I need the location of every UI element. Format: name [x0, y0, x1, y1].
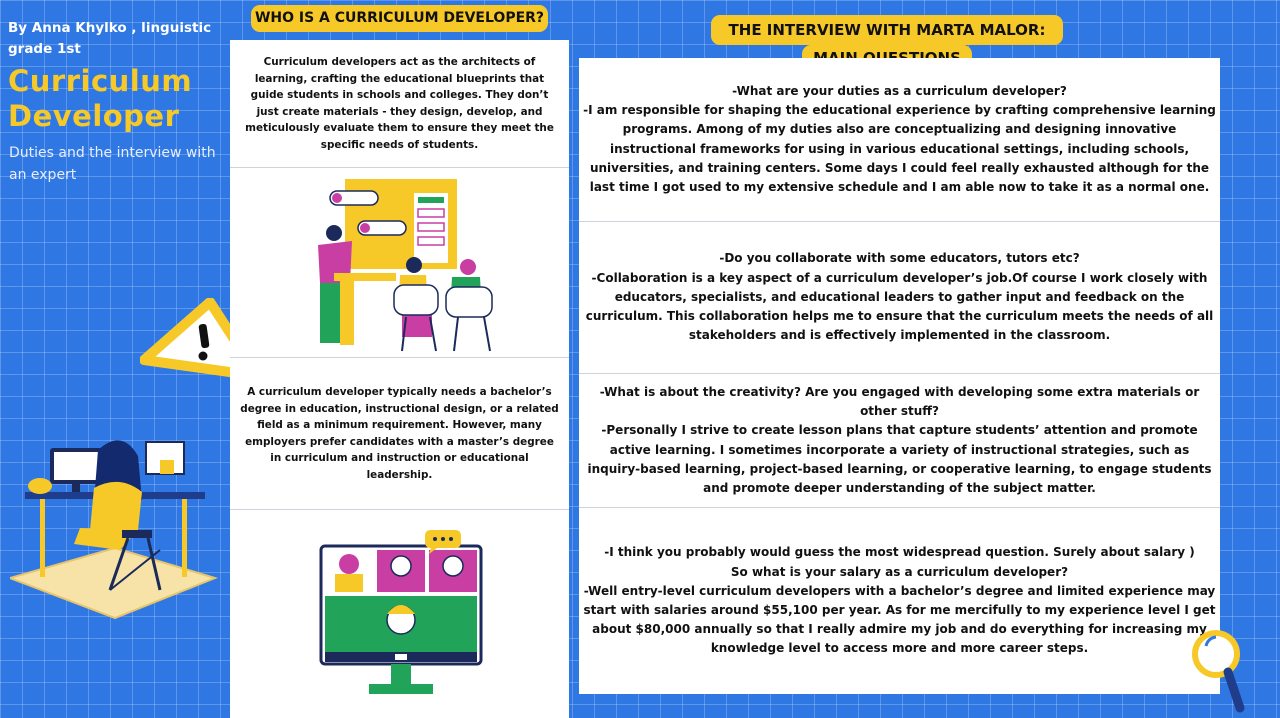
- magnifier-icon: [1190, 626, 1250, 714]
- qa-question: -What are your duties as a curriculum developer?: [732, 83, 1067, 98]
- title-line-2: Developer: [8, 99, 180, 133]
- qa-block: [579, 58, 1220, 222]
- qa-block: [579, 374, 1220, 508]
- requirements-segment: [230, 358, 569, 510]
- qa-answer: -Well entry-level curriculum developers with a bachelor’s degree and limited experience may start with salaries around $55,100 per year. As for me mercifully to my experience level I get about $80,000 annually so that I really admire my job and do everything for increasing my knowledge level to access more and more career steps.: [583, 583, 1216, 656]
- qa-question: -I think you probably would guess the most widespread question. Surely about salary ): [604, 545, 1195, 560]
- qa-block: [579, 508, 1220, 694]
- qa-answer: -Collaboration is a key aspect of a curriculum developer’s job.Of course I work closely with educators, specialists, and educational leaders to gather input and feedback on the curriculum. This collaboration helps me to ensure that the curriculum meets the needs of all stakeholders and is effectively implemented in the classroom.: [585, 270, 1214, 343]
- title-line-1: Curriculum: [8, 64, 193, 98]
- right-heading-line1: THE INTERVIEW WITH MARTA MALOR:: [711, 15, 1063, 45]
- qa-question-2: So what is your salary as a curriculum developer?: [730, 564, 1069, 579]
- qa-block: [579, 222, 1220, 374]
- qa-answer: -Personally I strive to create lesson plans that capture students’ attention and promote active learning. I sometimes incorporate a variety of instructional strategies, such as inquiry-based learning, project-based learning, or cooperative learning, to engage students and promote deeper understanding of the subject matter.: [587, 423, 1212, 495]
- desk-illustration: [10, 430, 220, 620]
- qa-question: -What is about the creativity? Are you engaged with developing some extra materials or other stuff?: [599, 384, 1200, 419]
- video-call-illustration-segment: [230, 510, 569, 718]
- definition-text: Curriculum developers act as the architects of learning, crafting the educational blueprints that guide students in schools and colleges. They don’t just create materials - they design, develop, and meticulously evaluate them to ensure they meet the specific needs of students.: [245, 56, 554, 151]
- left-heading: WHO IS A CURRICULUM DEVELOPER?: [251, 5, 548, 32]
- definition-segment: [230, 40, 569, 168]
- requirements-text: A curriculum developer typically needs a bachelor’s degree in education, instructional design, or a related field as a minimum requirement. However, many employers prefer candidates with a master’s degree in curriculum and instruction or educational leadership.: [240, 386, 559, 481]
- left-column: [230, 40, 569, 718]
- interview-column: [579, 58, 1220, 694]
- page-title: [8, 64, 192, 134]
- qa-question: -Do you collaborate with some educators, tutors etc?: [719, 251, 1080, 266]
- page-subtitle: Duties and the interview with an expert: [9, 145, 216, 183]
- teacher-illustration-segment: [230, 168, 569, 358]
- teacher-illustration: [290, 173, 510, 353]
- author-line: By Anna Khylko , linguistic grade 1st: [8, 20, 212, 57]
- qa-answer: -I am responsible for shaping the educational experience by crafting comprehensive learning programs. Among of my duties also are conceptualizing and designing innovative instructional frameworks for using in various educational settings, including schools, universities, and training centers. Some days I could feel really exhausted although for the last time I got used to my extensive schedule and I am able now to take it as a normal one.: [583, 103, 1216, 194]
- video-call-illustration: [305, 524, 495, 704]
